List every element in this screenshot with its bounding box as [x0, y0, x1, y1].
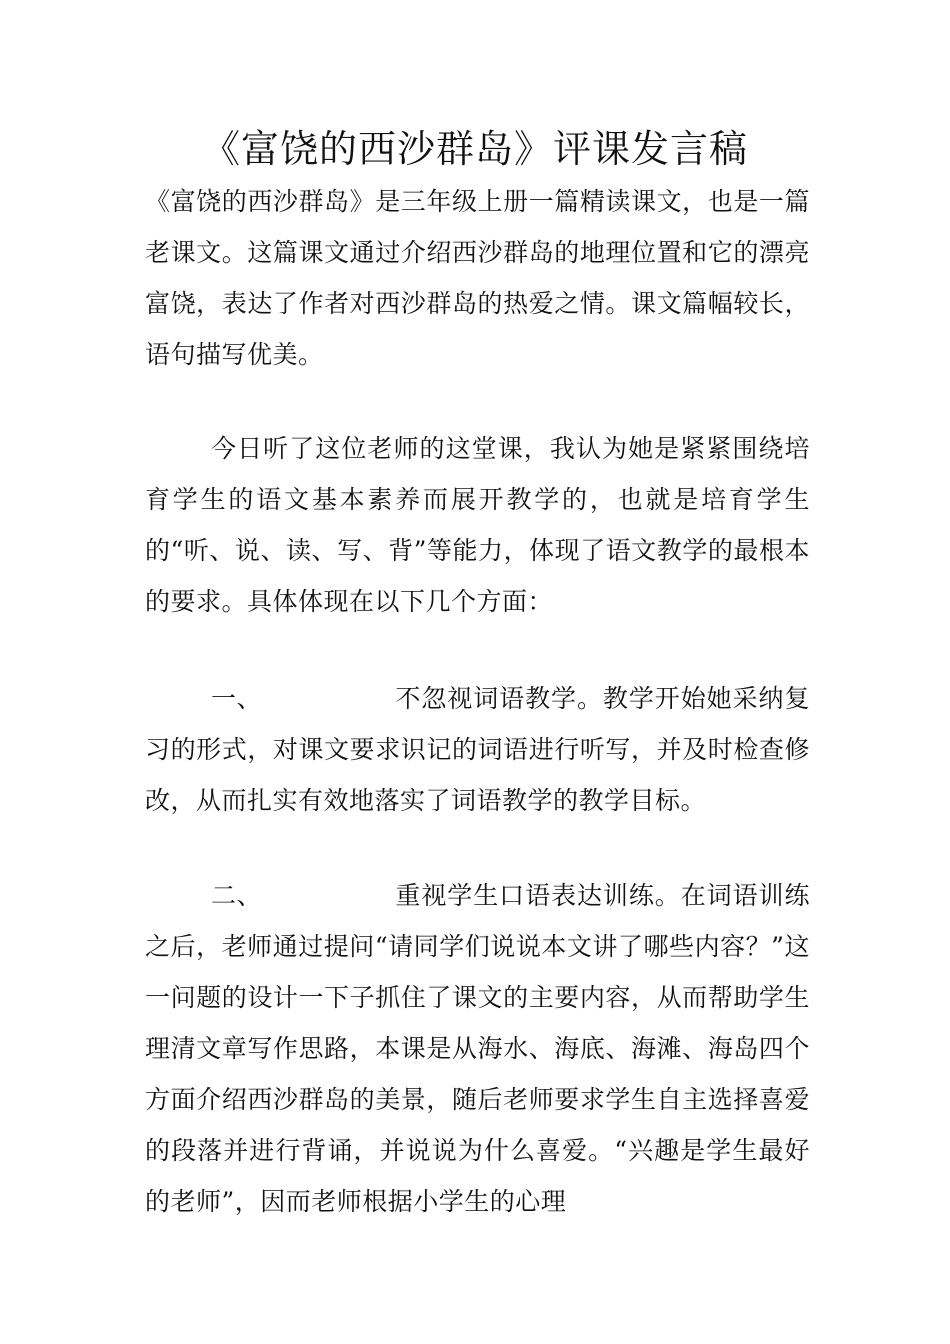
list-number: 一、 [211, 684, 263, 713]
list-number: 二、 [211, 881, 263, 910]
paragraph-point-two-text: 重视学生口语表达训练。在词语训练之后，老师通过提问“请同学们说说本文讲了哪些内容？”这一问题的设计一下子抓住了课文的主要内容，从而帮助学生理清文章写作思路，本课是从海水、海底、海滩、海岛四个方面介绍西沙群岛的美景，随后老师要求学生自主选择喜爱的段落并进行背诵，并说说为什么喜爱。“兴趣是学生最好的老师”，因而老师根据小学生的心理 [145, 881, 810, 1216]
paragraph-point-two [145, 870, 810, 1227]
paragraph-overview [145, 423, 810, 627]
paragraph-point-one-text: 不忽视词语教学。教学开始她采纳复习的形式，对课文要求识记的词语进行听写，并及时检查修改，从而扎实有效地落实了词语教学的教学目标。 [145, 684, 810, 815]
document-title: 《富饶的西沙群岛》评课发言稿 [201, 127, 748, 171]
paragraph-intro-text: 《富饶的西沙群岛》是三年级上册一篇精读课文，也是一篇老课文。这篇课文通过介绍西沙群岛的地理位置和它的漂亮富饶，表达了作者对西沙群岛的热爱之情。课文篇幅较长，语句描写优美。 [145, 187, 810, 369]
paragraph-intro [145, 176, 810, 380]
paragraph-overview-text: 今日听了这位老师的这堂课，我认为她是紧紧围绕培育学生的语文基本素养而展开教学的，也就是培育学生的“听、说、读、写、背”等能力，体现了语文教学的最根本的要求。具体体现在以下几个方面： [145, 434, 810, 616]
paragraph-point-one [145, 673, 810, 826]
